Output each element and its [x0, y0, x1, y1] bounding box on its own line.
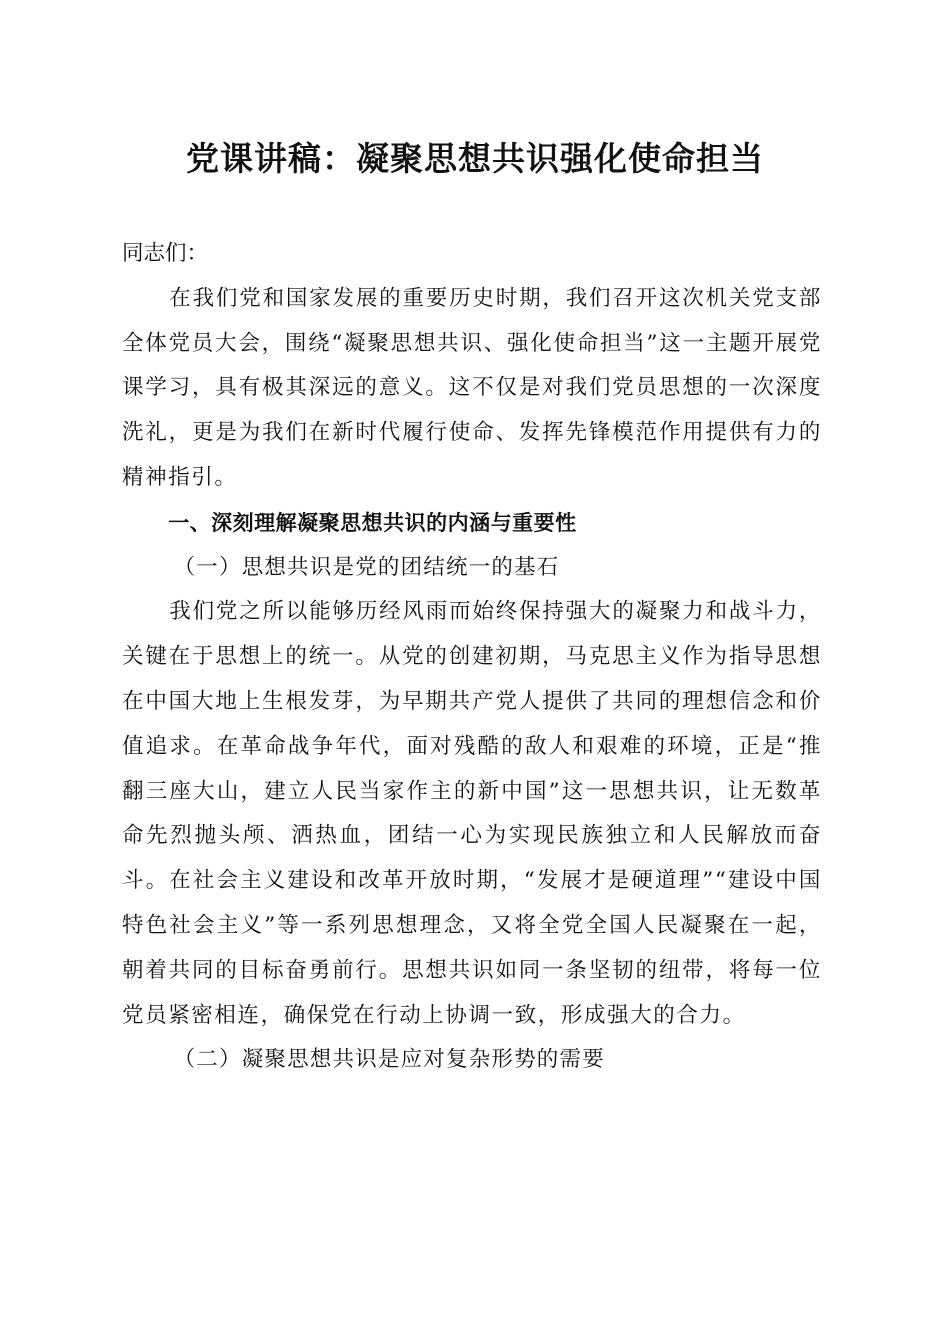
salutation: 同志们： — [122, 241, 209, 266]
subsection-2-heading: （二）凝聚思想共识是应对复杂形势的需要 — [173, 1047, 605, 1073]
intro-paragraph: 在我们党和国家发展的重要历史时期，我们召开这次机关党支部全体党员大会，围绕“凝聚思想共识、强化使命担当”这一主题开展党课学习，具有极其深远的意义。这不仅是对我们党员思想的一次深度洗礼，更是为我们在新时代履行使命、发挥先锋模范作用提供有力的精神指引。 — [122, 285, 822, 490]
subsection-1-paragraph: 我们党之所以能够历经风雨而始终保持强大的凝聚力和战斗力，关键在于思想上的统一。从党的创建初期，马克思主义作为指导思想在中国大地上生根发芽，为早期共产党人提供了共同的理想信念和价值追求。在革命战争年代，面对残酷的敌人和艰难的环境，正是“推翻三座大山，建立人民当家作主的新中国”这一思想共识，让无数革命先烈抛头颅、洒热血，团结一心为实现民族独立和人民解放而奋斗。在社会主义建设和改革开放时期，“发展才是硬道理”“建设中国特色社会主义”等一系列思想理念，又将全党全国人民凝聚在一起，朝着共同的目标奋勇前行。思想共识如同一条坚韧的纽带，将每一位党员紧密相连，确保党在行动上协调一致，形成强大的合力。 — [122, 599, 822, 1028]
subsection-1-heading: （一）思想共识是党的团结统一的基石 — [173, 554, 560, 580]
section-1-heading: 一、深刻理解凝聚思想共识的内涵与重要性 — [168, 510, 577, 535]
document-body — [122, 232, 822, 1083]
document-title: 党课讲稿：凝聚思想共识强化使命担当 — [186, 139, 764, 178]
